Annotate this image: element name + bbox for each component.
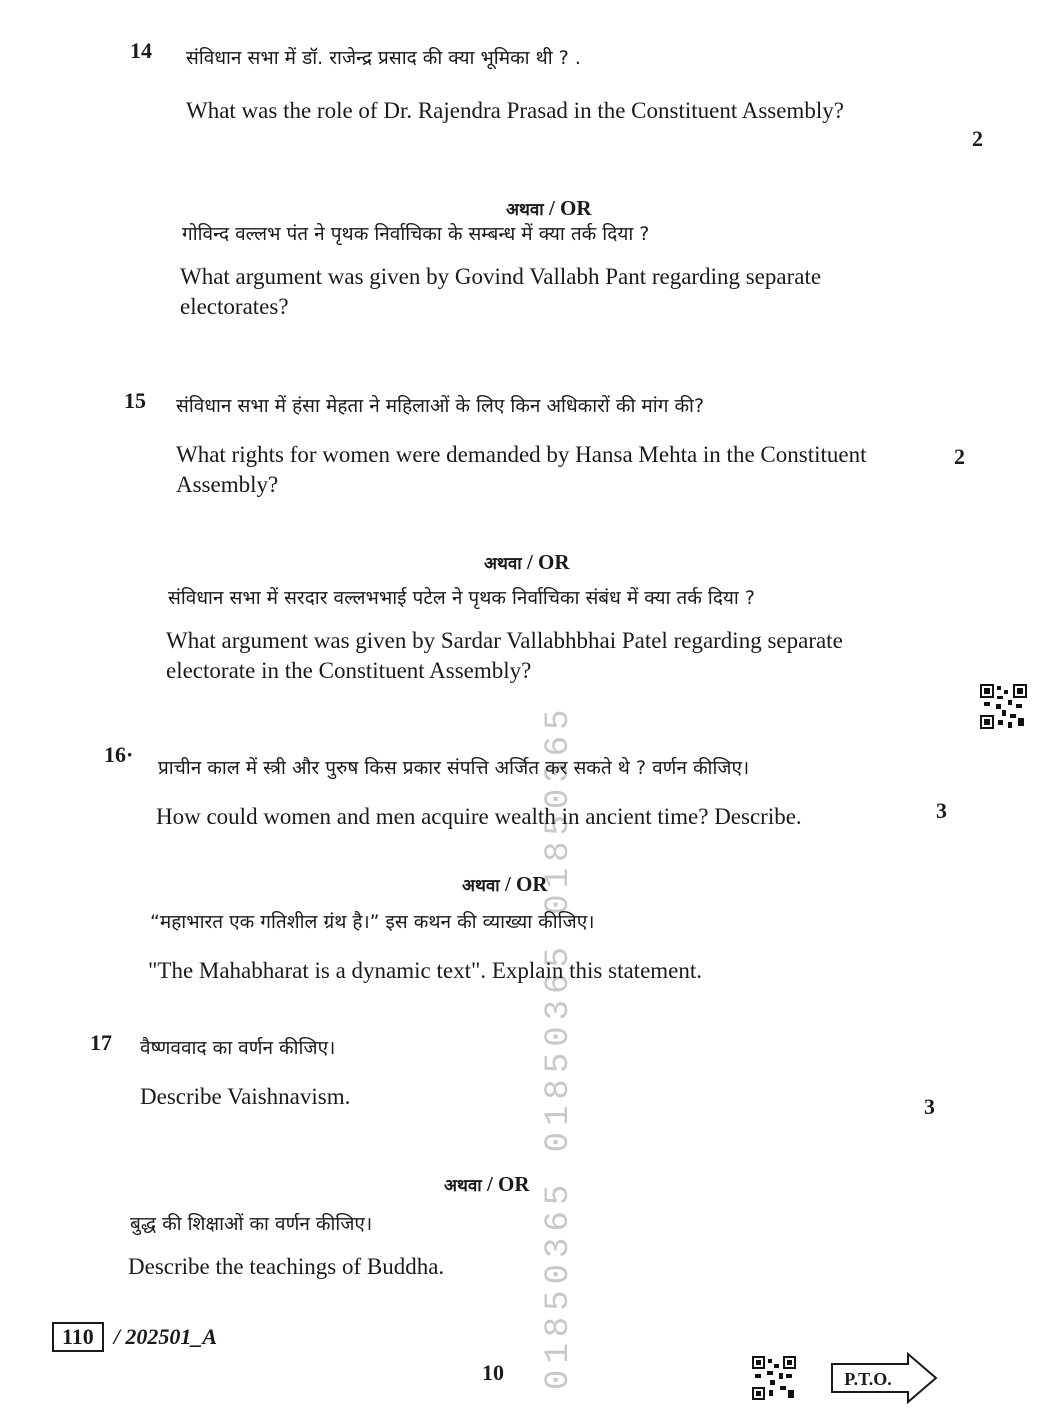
question-number: 17 (90, 1030, 112, 1055)
alternative-english: "The Mahabharat is a dynamic text". Explain this statement. (148, 958, 703, 983)
qr-code-icon (752, 1356, 796, 1400)
or-hindi: अथवा (444, 1176, 482, 1196)
paper-code-suffix: / 202501_A (113, 1324, 218, 1349)
or-hindi: अथवा (506, 200, 544, 220)
question-number: 15 (124, 388, 146, 413)
alternative-english: What argument was given by Govind Vallabh Pant regarding separate electorates? (180, 264, 822, 319)
question-marks: 3 (924, 1094, 935, 1119)
or-separator (506, 196, 592, 221)
watermark-stamp: 01850365 01850365 01850365 (540, 703, 578, 1390)
alternative-hindi: बुद्ध की शिक्षाओं का वर्णन कीजिए। (130, 1213, 373, 1235)
or-hindi: अथवा (462, 876, 500, 896)
paper-code (52, 1322, 217, 1352)
question-hindi: संविधान सभा में हंसा मेहता ने महिलाओं के लिए किन अधिकारों की मांग की? (176, 395, 705, 417)
page-number: 10 (482, 1360, 504, 1385)
question-marks: 3 (936, 798, 947, 823)
question-english: What was the role of Dr. Rajendra Prasad in the Constituent Assembly? (186, 98, 844, 123)
pto-label: P.T.O. (844, 1369, 892, 1389)
or-separator (444, 1172, 530, 1197)
or-separator (462, 872, 548, 897)
qr-code-icon (980, 684, 1028, 730)
question-english: Describe Vaishnavism. (140, 1084, 351, 1109)
or-english: / OR (548, 196, 592, 220)
question-marks: 2 (954, 444, 965, 469)
question-hindi: संविधान सभा में डॉ. राजेन्द्र प्रसाद की क्या भूमिका थी ? . (186, 47, 581, 69)
alternative-hindi: गोविन्द वल्लभ पंत ने पृथक निर्वाचिका के सम्बन्ध में क्या तर्क दिया ? (182, 223, 650, 245)
paper-code-box: 110 (52, 1322, 104, 1352)
or-english: / OR (486, 1172, 530, 1196)
question-number: 14 (130, 38, 152, 63)
alternative-english: What argument was given by Sardar Vallabhbhai Patel regarding separate electorate in the Constituent Assembly? (166, 628, 843, 683)
alternative-hindi: “महाभारत एक गतिशील ग्रंथ है।” इस कथन की व्याख्या कीजिए। (150, 911, 595, 933)
or-english: / OR (504, 872, 548, 896)
or-english: / OR (526, 550, 570, 574)
pto-arrow-icon (830, 1352, 940, 1404)
or-hindi: अथवा (484, 554, 522, 574)
question-english: How could women and men acquire wealth in ancient time? Describe. (156, 804, 802, 829)
or-separator (484, 550, 570, 575)
question-english: What rights for women were demanded by Hansa Mehta in the Constituent Assembly? (176, 442, 867, 497)
question-hindi: वैष्णववाद का वर्णन कीजिए। (140, 1037, 336, 1059)
question-hindi: प्राचीन काल में स्त्री और पुरुष किस प्रकार संपत्ति अर्जित कर सकते थे ? वर्णन कीजिए। (158, 757, 750, 779)
alternative-hindi: संविधान सभा में सरदार वल्लभभाई पटेल ने पृथक निर्वाचिका संबंध में क्या तर्क दिया ? (168, 587, 755, 609)
question-number: 16· (104, 742, 134, 767)
alternative-english: Describe the teachings of Buddha. (128, 1254, 445, 1279)
question-marks: 2 (972, 126, 983, 151)
